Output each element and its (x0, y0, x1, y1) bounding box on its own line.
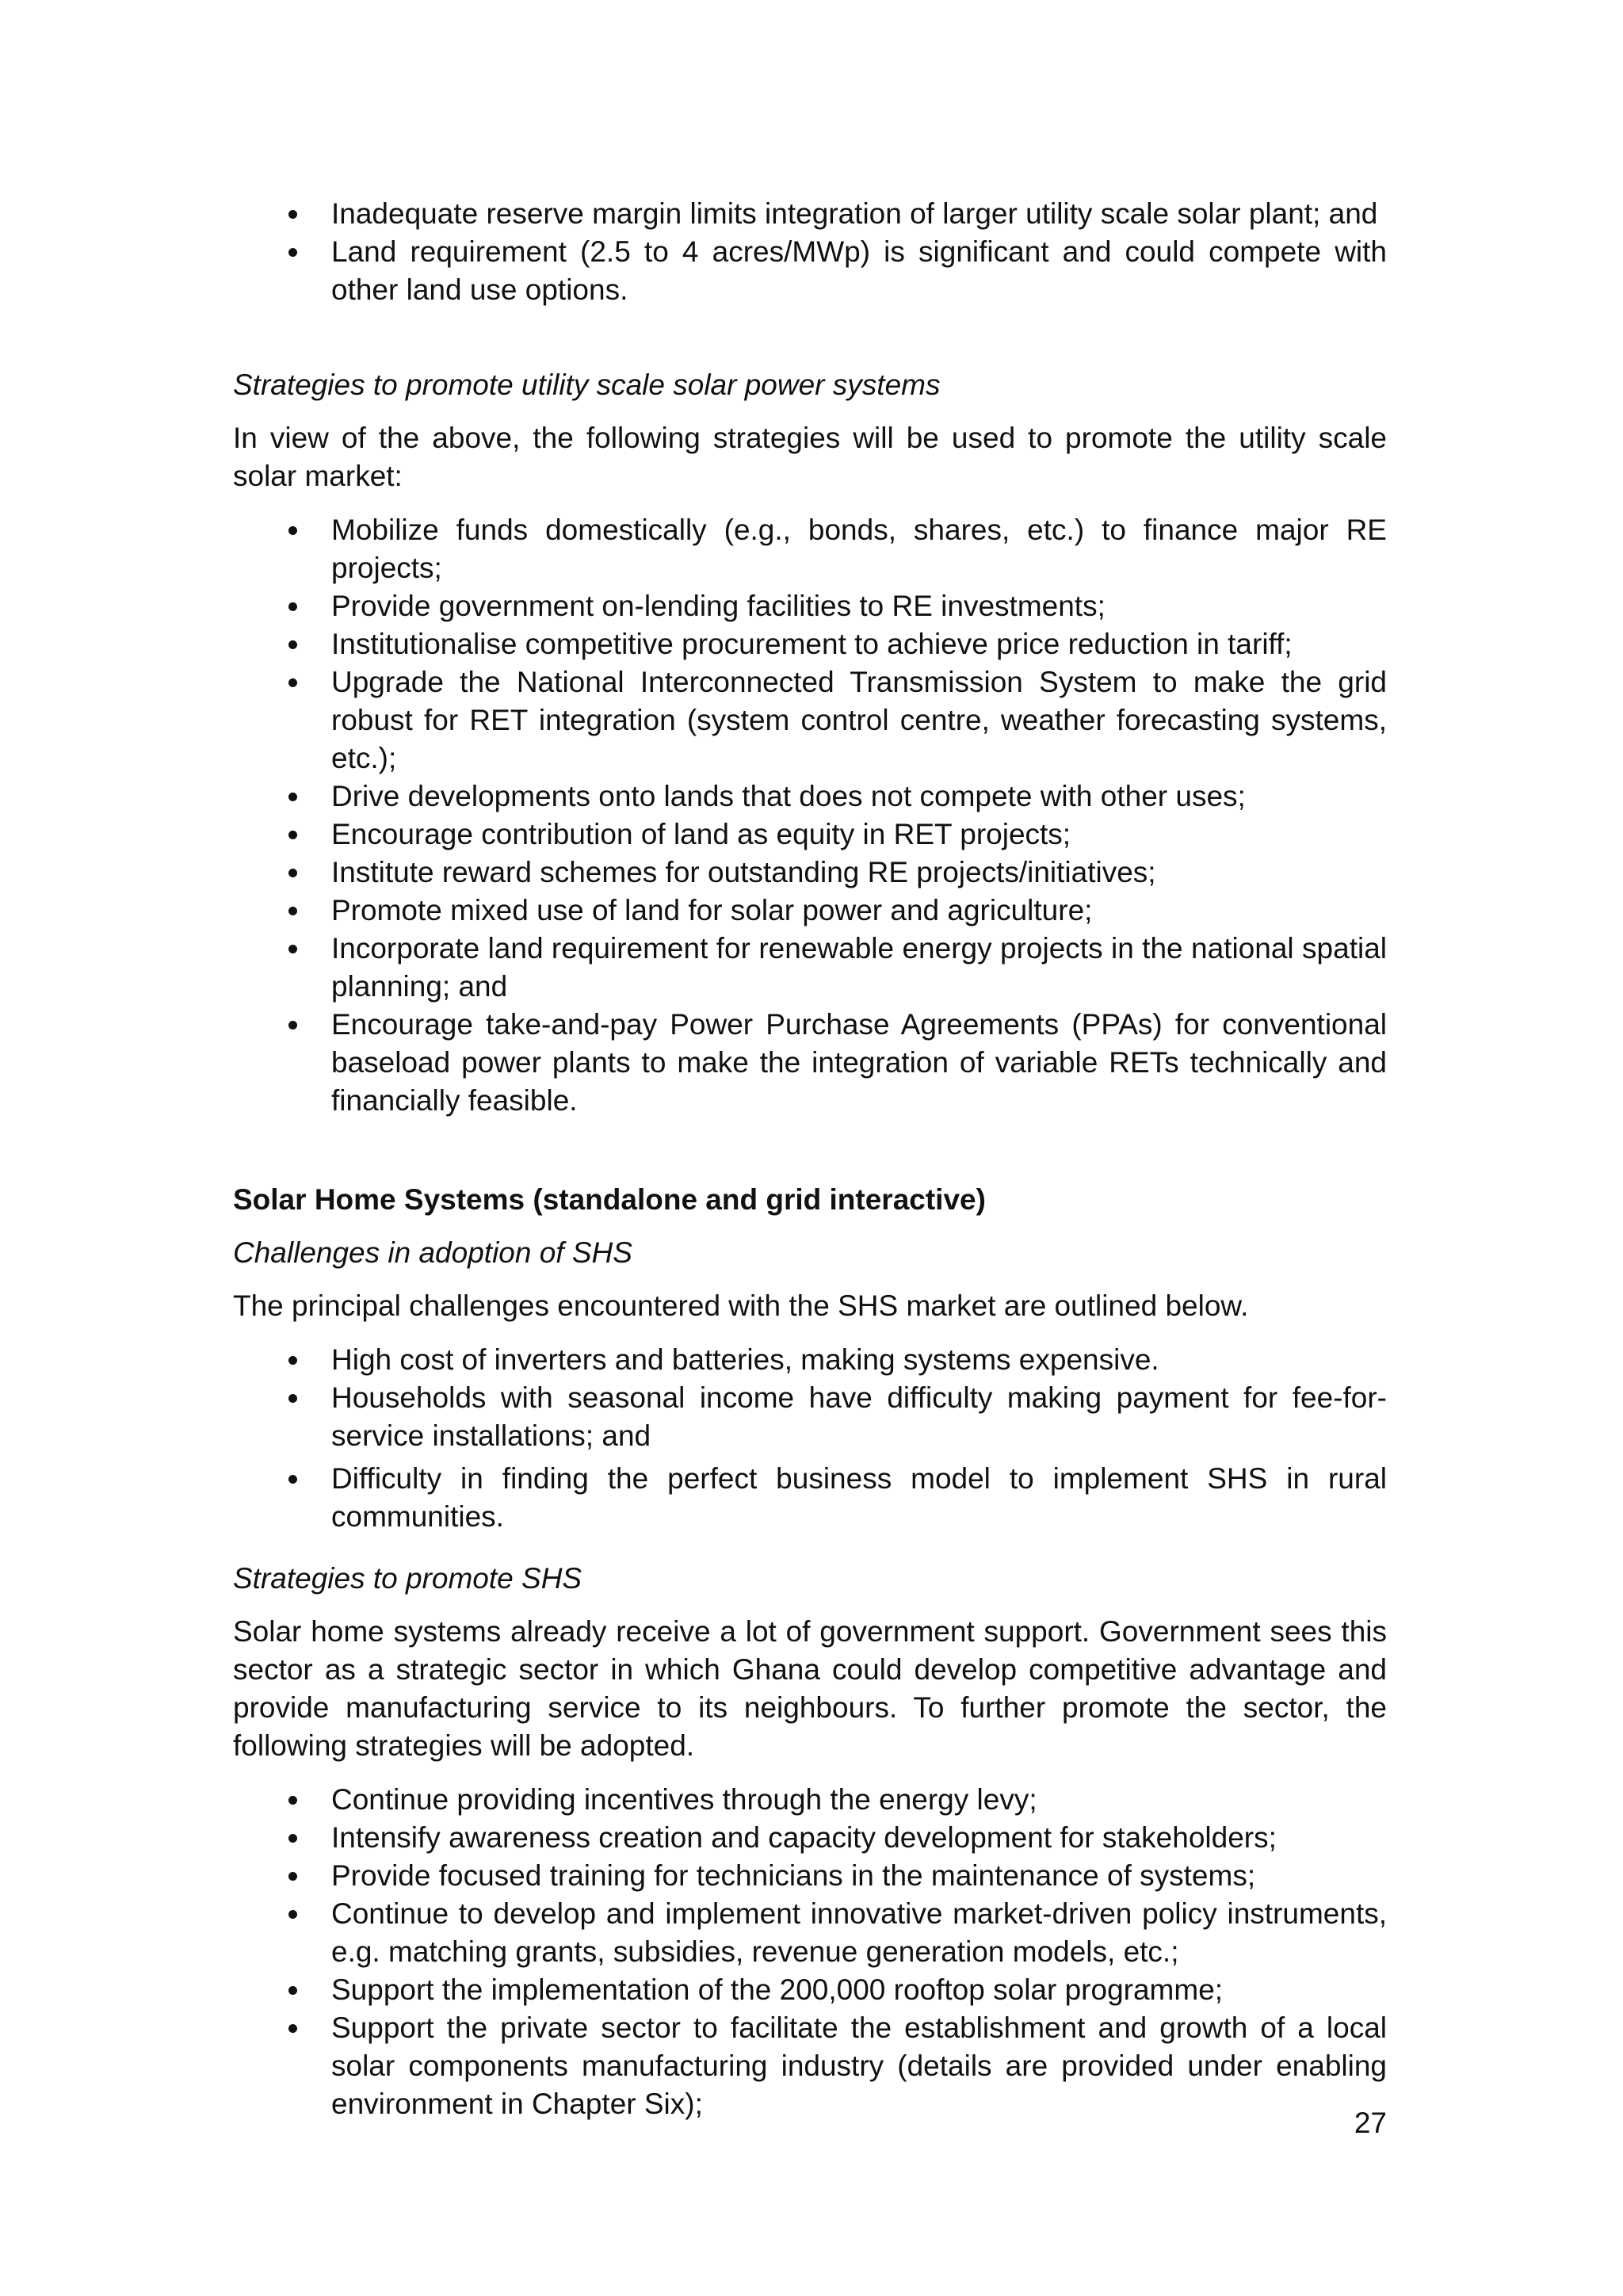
bullet-icon (288, 1021, 297, 1030)
list-item: Incorporate land requirement for renewable energy projects in the national spatial planning; and (233, 930, 1387, 1006)
bullet-icon (288, 945, 297, 953)
bullet-icon (288, 678, 297, 687)
utility-strategies-heading: Strategies to promote utility scale solar power systems (233, 369, 941, 401)
list-item: Institute reward schemes for outstanding RE projects/initiatives; (233, 854, 1387, 892)
list-item: Encourage contribution of land as equity in RET projects; (233, 816, 1387, 854)
utility-strategies-intro: In view of the above, the following strategies will be used to promote the utility scale solar market: (233, 422, 1387, 492)
shs-strategies-list (233, 1781, 1387, 2123)
bullet-icon (288, 1834, 297, 1843)
bullet-icon (288, 1796, 297, 1805)
list-item: Support the private sector to facilitate the establishment and growth of a local solar components manufacturing industry (details are provided under enabling environment in Chapter Six); (233, 2009, 1387, 2123)
list-item: Land requirement (2.5 to 4 acres/MWp) is significant and could compete with other land use options. (233, 233, 1387, 309)
top-bullet-list (233, 195, 1387, 309)
list-item: Drive developments onto lands that does not compete with other uses; (233, 777, 1387, 816)
page-number: 27 (1354, 2107, 1387, 2139)
utility-strategies-list (233, 511, 1387, 1120)
bullet-icon (288, 248, 297, 257)
list-item: Provide focused training for technicians in the maintenance of systems; (233, 1857, 1387, 1895)
list-item: Inadequate reserve margin limits integration of larger utility scale solar plant; and (233, 195, 1387, 233)
document-page (233, 195, 1387, 2123)
list-item: Provide government on-lending facilities to RE investments; (233, 587, 1387, 625)
list-item: Encourage take-and-pay Power Purchase Agreements (PPAs) for conventional baseload power plants to make the integration of variable RETs technically and financially feasible. (233, 1006, 1387, 1120)
bullet-icon (288, 907, 297, 915)
shs-section-title: Solar Home Systems (standalone and grid interactive) (233, 1183, 986, 1216)
bullet-icon (288, 1394, 297, 1403)
shs-strategies-heading: Strategies to promote SHS (233, 1562, 582, 1595)
shs-strategies-intro: Solar home systems already receive a lot of government support. Government sees this sector as a strategic sector in which Ghana could develop competitive advantage and provide manufacturing service to its neighbours. To further promote the sector, the following strategies will be adopted. (233, 1615, 1387, 1762)
list-item: Promote mixed use of land for solar power and agriculture; (233, 892, 1387, 930)
list-item: Mobilize funds domestically (e.g., bonds, shares, etc.) to finance major RE projects; (233, 511, 1387, 587)
bullet-icon (288, 640, 297, 649)
bullet-icon (288, 1356, 297, 1365)
list-item: Continue providing incentives through the energy levy; (233, 1781, 1387, 1819)
bullet-icon (288, 1872, 297, 1881)
list-item: High cost of inverters and batteries, making systems expensive. (233, 1341, 1387, 1379)
shs-challenges-intro: The principal challenges encountered with the SHS market are outlined below. (233, 1289, 1249, 1322)
bullet-icon (288, 2024, 297, 2033)
list-item: Continue to develop and implement innovative market-driven policy instruments, e.g. matching grants, subsidies, revenue generation models, etc.; (233, 1895, 1387, 1971)
bullet-icon (288, 1475, 297, 1484)
bullet-icon (288, 869, 297, 877)
list-item: Support the implementation of the 200,000 rooftop solar programme; (233, 1971, 1387, 2009)
bullet-icon (288, 793, 297, 801)
bullet-icon (288, 831, 297, 839)
bullet-icon (288, 526, 297, 535)
shs-challenges-list (233, 1341, 1387, 1536)
bullet-icon (288, 1910, 297, 1919)
list-item: Intensify awareness creation and capacity development for stakeholders; (233, 1819, 1387, 1857)
list-item: Upgrade the National Interconnected Transmission System to make the grid robust for RET integration (system control centre, weather forecasting systems, etc.); (233, 663, 1387, 777)
bullet-icon (288, 210, 297, 219)
bullet-icon (288, 602, 297, 611)
shs-challenges-heading: Challenges in adoption of SHS (233, 1236, 632, 1269)
bullet-icon (288, 1986, 297, 1995)
list-item: Difficulty in finding the perfect business model to implement SHS in rural communities. (233, 1460, 1387, 1536)
list-item: Households with seasonal income have difficulty making payment for fee-for-service installations; and (233, 1379, 1387, 1455)
list-item: Institutionalise competitive procurement to achieve price reduction in tariff; (233, 625, 1387, 663)
